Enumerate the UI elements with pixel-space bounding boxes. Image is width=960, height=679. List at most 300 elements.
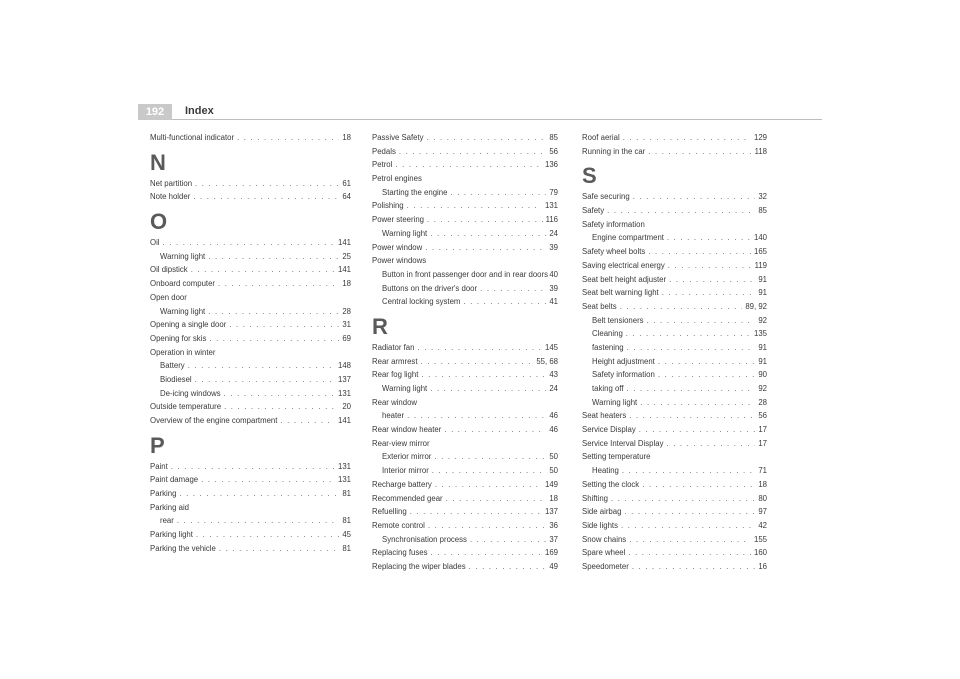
index-term: Biodiesel xyxy=(160,374,192,384)
index-entry xyxy=(582,259,767,273)
dot-leader xyxy=(622,464,755,478)
index-term: Rear fog light xyxy=(372,370,419,380)
index-entry xyxy=(582,286,767,300)
index-term: Safety information xyxy=(592,370,655,380)
index-column-1 xyxy=(150,131,351,556)
index-page-ref: 92 xyxy=(758,384,767,393)
index-page-ref: 91 xyxy=(758,356,767,366)
index-term: Recharge battery xyxy=(372,479,432,489)
dot-leader xyxy=(450,186,546,200)
dot-leader xyxy=(430,382,546,396)
index-term: Heating xyxy=(592,466,619,476)
dot-leader xyxy=(632,560,756,574)
dot-leader xyxy=(623,131,751,145)
index-page-ref: 17 xyxy=(758,438,767,448)
index-term: Radiator fan xyxy=(372,342,415,352)
index-entry xyxy=(582,519,767,533)
index-page-ref: 71 xyxy=(758,466,767,476)
dot-leader xyxy=(658,368,755,382)
index-term: Starting the engine xyxy=(382,187,448,197)
dot-leader xyxy=(647,314,756,328)
index-page-ref: 131 xyxy=(544,201,558,211)
index-entry xyxy=(372,355,558,369)
index-page-ref: 91 xyxy=(758,274,767,284)
index-section-letter: P xyxy=(150,432,165,458)
dot-leader xyxy=(628,546,751,560)
index-page-ref: 141 xyxy=(337,265,351,275)
header-divider xyxy=(172,119,822,120)
index-term: Height adjustment xyxy=(592,356,655,366)
index-entry xyxy=(150,190,351,204)
index-entry xyxy=(582,492,767,506)
index-term: Rear-view mirror xyxy=(372,438,430,448)
index-term: Refuelling xyxy=(372,507,407,517)
index-term: Power window xyxy=(372,242,423,252)
index-page-ref: 80 xyxy=(758,493,767,503)
index-entry xyxy=(150,177,351,191)
index-term: Net partition xyxy=(150,178,193,188)
index-term: Replacing fuses xyxy=(372,548,428,558)
index-column-3 xyxy=(582,131,767,574)
dot-leader xyxy=(629,533,751,547)
index-term: Setting temperature xyxy=(582,452,651,462)
index-subentry xyxy=(582,368,767,382)
index-term: Parking the vehicle xyxy=(150,543,216,553)
dot-leader xyxy=(410,505,542,519)
index-term: Passive Safety xyxy=(372,133,424,142)
index-term: Buttons on the driver's door xyxy=(382,283,478,293)
index-entry xyxy=(372,560,558,574)
dot-leader xyxy=(417,341,542,355)
index-page-ref: 160 xyxy=(753,548,767,558)
index-term: Shifting xyxy=(582,493,609,503)
index-term: Seat belt height adjuster xyxy=(582,274,667,284)
index-entry xyxy=(150,460,351,474)
index-page-ref: 37 xyxy=(549,534,558,544)
index-entry xyxy=(372,213,558,227)
dot-leader xyxy=(219,542,339,556)
index-term: Parking light xyxy=(150,530,193,540)
index-term: Opening for skis xyxy=(150,333,207,343)
index-subentry xyxy=(582,314,767,328)
index-page-ref: 118 xyxy=(754,146,767,156)
index-subentry xyxy=(372,295,558,309)
index-term: Opening a single door xyxy=(150,320,227,330)
index-term: Seat heaters xyxy=(582,411,627,421)
index-section-letter: O xyxy=(150,209,168,235)
index-term: Note holder xyxy=(150,192,191,202)
index-entry xyxy=(372,546,558,560)
index-entry xyxy=(582,533,767,547)
dot-leader xyxy=(642,478,755,492)
dot-leader xyxy=(430,546,542,560)
dot-leader xyxy=(229,318,339,332)
index-page-ref: 131 xyxy=(337,461,351,471)
index-entry xyxy=(150,528,351,542)
index-entry xyxy=(582,273,767,287)
dot-leader xyxy=(432,464,547,478)
index-term: heater xyxy=(382,411,405,421)
index-entry xyxy=(372,519,558,533)
page-header xyxy=(138,104,822,120)
index-page-ref: 64 xyxy=(342,192,351,202)
dot-leader xyxy=(188,359,335,373)
index-entry xyxy=(372,505,558,519)
index-term: Cleaning xyxy=(592,329,623,339)
index-page-ref: 145 xyxy=(544,342,558,352)
index-page-ref: 41 xyxy=(549,297,558,307)
index-entry xyxy=(372,199,558,213)
index-section-letter: N xyxy=(150,149,166,175)
index-entry xyxy=(150,263,351,277)
index-entry xyxy=(582,131,767,145)
index-term: Warning light xyxy=(160,251,206,261)
index-subentry xyxy=(150,305,351,319)
index-page-ref: 149 xyxy=(544,479,558,489)
dot-leader xyxy=(224,400,339,414)
index-page-ref: 165 xyxy=(753,247,767,257)
index-page-ref: 85 xyxy=(758,206,767,216)
index-term: Seat belt warning light xyxy=(582,288,659,298)
dot-leader xyxy=(627,382,756,396)
index-entry xyxy=(150,414,351,428)
index-term: Warning light xyxy=(160,306,206,316)
index-page-ref: 18 xyxy=(342,279,351,289)
index-entry xyxy=(582,300,767,314)
index-subentry xyxy=(372,186,558,200)
dot-leader xyxy=(407,409,546,423)
index-heading-entry xyxy=(372,254,558,268)
index-entry xyxy=(582,437,767,451)
index-subentry xyxy=(150,514,351,528)
index-term: Safety xyxy=(582,206,605,216)
index-page-ref: 28 xyxy=(758,397,767,407)
index-term: Side airbag xyxy=(582,507,622,517)
dot-leader xyxy=(191,263,335,277)
index-term: Exterior mirror xyxy=(382,452,432,462)
index-page-ref: 169 xyxy=(544,548,558,558)
index-page-ref: 135 xyxy=(753,329,767,339)
index-term: Multi-functional indicator xyxy=(150,133,235,142)
index-term: Parking aid xyxy=(150,502,190,512)
index-page-ref: 141 xyxy=(337,416,351,425)
index-entry xyxy=(150,473,351,487)
index-entry xyxy=(372,478,558,492)
index-term: rear xyxy=(160,516,174,526)
dot-leader xyxy=(171,460,335,474)
index-entry xyxy=(150,318,351,332)
index-term: Snow chains xyxy=(582,534,627,544)
index-entry xyxy=(372,368,558,382)
dot-leader xyxy=(648,245,751,259)
index-page-ref: 32 xyxy=(758,192,767,202)
page-title: Index xyxy=(185,105,214,117)
index-term: Spare wheel xyxy=(582,548,626,558)
index-page-ref: 55, 68 xyxy=(536,356,558,366)
index-entry xyxy=(582,409,767,423)
dot-leader xyxy=(662,286,756,300)
index-subentry xyxy=(582,231,767,245)
index-page-ref: 137 xyxy=(337,374,351,384)
dot-leader xyxy=(621,519,755,533)
index-term: Outside temperature xyxy=(150,402,222,412)
index-term: Open door xyxy=(150,292,187,302)
dot-leader xyxy=(633,190,756,204)
dot-leader xyxy=(446,492,547,506)
dot-leader xyxy=(427,131,547,145)
index-page-ref: 81 xyxy=(342,543,351,553)
index-heading-entry xyxy=(372,172,558,186)
dot-leader xyxy=(196,528,339,542)
index-term: Saving electrical energy xyxy=(582,260,665,270)
index-page-ref: 16 xyxy=(758,561,767,571)
dot-leader xyxy=(620,300,743,314)
index-entry xyxy=(582,245,767,259)
dot-leader xyxy=(395,158,542,172)
index-subentry xyxy=(372,268,558,282)
index-page-ref: 155 xyxy=(753,534,767,544)
dot-leader xyxy=(421,355,534,369)
index-term: Safety information xyxy=(582,219,645,229)
index-term: Roof aerial xyxy=(582,133,620,142)
index-page-ref: 24 xyxy=(549,384,558,393)
index-entry xyxy=(582,423,767,437)
dot-leader xyxy=(208,305,339,319)
dot-leader xyxy=(667,231,751,245)
index-term: Setting the clock xyxy=(582,479,640,489)
index-page-ref: 25 xyxy=(342,251,351,261)
index-subentry xyxy=(582,341,767,355)
index-term: Rear armrest xyxy=(372,356,418,366)
index-entry xyxy=(372,131,558,145)
dot-leader xyxy=(444,423,546,437)
index-page-ref: 131 xyxy=(337,475,351,485)
index-term: Synchronisation process xyxy=(382,534,467,544)
index-subentry xyxy=(372,533,558,547)
index-subentry xyxy=(372,382,558,396)
index-entry xyxy=(372,423,558,437)
dot-leader xyxy=(209,332,339,346)
index-page-ref: 90 xyxy=(758,370,767,380)
index-term: Warning light xyxy=(382,384,428,393)
index-entry xyxy=(150,131,351,145)
index-page-ref: 18 xyxy=(758,479,767,489)
index-column-2 xyxy=(372,131,558,574)
index-page-ref: 18 xyxy=(342,133,351,142)
dot-leader xyxy=(407,199,542,213)
index-term: Seat belts xyxy=(582,301,617,311)
dot-leader xyxy=(237,131,339,145)
index-entry xyxy=(372,341,558,355)
dot-leader xyxy=(629,409,755,423)
index-term: Paint damage xyxy=(150,475,199,485)
index-subentry xyxy=(372,282,558,296)
index-entry xyxy=(582,204,767,218)
index-page-ref: 137 xyxy=(544,507,558,517)
index-page-ref: 42 xyxy=(758,520,767,530)
index-term: Warning light xyxy=(382,228,428,238)
index-entry xyxy=(150,487,351,501)
dot-leader xyxy=(470,533,546,547)
index-page-ref: 89, 92 xyxy=(745,301,767,311)
index-term: Petrol xyxy=(372,160,393,170)
index-entry xyxy=(372,492,558,506)
index-page-ref: 43 xyxy=(549,370,558,380)
index-term: Running in the car xyxy=(582,146,646,156)
dot-leader xyxy=(201,473,335,487)
index-subentry xyxy=(150,250,351,264)
index-page-ref: 46 xyxy=(549,411,558,421)
dot-leader xyxy=(469,560,547,574)
index-term: Overview of the engine compartment xyxy=(150,416,278,425)
index-section-letter: R xyxy=(372,313,388,339)
index-page-ref: 24 xyxy=(549,228,558,238)
index-term: Parking xyxy=(150,489,177,499)
index-page-ref: 18 xyxy=(549,493,558,503)
dot-leader xyxy=(648,145,751,159)
index-entry xyxy=(150,332,351,346)
index-page-ref: 81 xyxy=(342,489,351,499)
index-term: taking off xyxy=(592,384,624,393)
dot-leader xyxy=(428,519,546,533)
dot-leader xyxy=(280,414,335,428)
dot-leader xyxy=(639,423,756,437)
index-page-ref: 141 xyxy=(337,238,351,248)
index-page-ref: 39 xyxy=(549,242,558,252)
index-page-ref: 129 xyxy=(753,133,767,142)
index-page-ref: 17 xyxy=(758,425,767,435)
index-heading-entry xyxy=(372,437,558,451)
dot-leader xyxy=(425,241,546,255)
dot-leader xyxy=(224,387,335,401)
dot-leader xyxy=(668,259,752,273)
index-entry xyxy=(582,190,767,204)
index-page-ref: 92 xyxy=(758,315,767,325)
index-heading-entry xyxy=(150,501,351,515)
index-page-ref: 46 xyxy=(549,425,558,435)
index-page-ref: 50 xyxy=(549,466,558,476)
index-term: Speedometer xyxy=(582,561,629,571)
index-term: Remote control xyxy=(372,520,425,530)
index-page-ref: 91 xyxy=(758,288,767,298)
index-entry xyxy=(372,145,558,159)
index-page-ref: 119 xyxy=(754,260,767,270)
index-term: Belt tensioners xyxy=(592,315,644,325)
dot-leader xyxy=(179,487,339,501)
dot-leader xyxy=(434,450,546,464)
index-page-ref: 140 xyxy=(753,233,767,243)
index-page-ref: 85 xyxy=(549,133,558,142)
dot-leader xyxy=(435,478,542,492)
index-page-ref: 61 xyxy=(342,178,351,188)
index-page-ref: 69 xyxy=(342,333,351,343)
index-term: Side lights xyxy=(582,520,618,530)
index-page-ref: 136 xyxy=(544,160,558,170)
dot-leader xyxy=(399,145,546,159)
index-entry xyxy=(582,546,767,560)
index-term: Operation in winter xyxy=(150,347,216,357)
index-term: Paint xyxy=(150,461,168,471)
index-entry xyxy=(150,400,351,414)
index-entry xyxy=(372,241,558,255)
dot-leader xyxy=(430,227,546,241)
dot-leader xyxy=(177,514,339,528)
index-term: Service Display xyxy=(582,425,636,435)
dot-leader xyxy=(427,213,543,227)
index-page-ref: 36 xyxy=(549,520,558,530)
dot-leader xyxy=(626,327,751,341)
index-entry xyxy=(582,560,767,574)
dot-leader xyxy=(627,341,756,355)
dot-leader xyxy=(669,273,755,287)
index-term: Rear window xyxy=(372,397,418,407)
index-page-ref: 56 xyxy=(549,146,558,156)
index-term: Polishing xyxy=(372,201,404,211)
dot-leader xyxy=(480,282,546,296)
dot-leader xyxy=(666,437,755,451)
index-heading-entry xyxy=(582,218,767,232)
index-term: fastening xyxy=(592,342,624,352)
index-subentry xyxy=(372,409,558,423)
index-subentry xyxy=(372,450,558,464)
index-page-ref: 20 xyxy=(342,402,351,412)
dot-leader xyxy=(421,368,546,382)
index-term: Safe securing xyxy=(582,192,630,202)
index-term: Central locking system xyxy=(382,297,461,307)
index-subentry xyxy=(582,382,767,396)
index-page-ref: 28 xyxy=(342,306,351,316)
dot-leader xyxy=(195,373,335,387)
index-term: Safety wheel bolts xyxy=(582,247,646,257)
index-term: Engine compartment xyxy=(592,233,664,243)
dot-leader xyxy=(607,204,755,218)
index-page-ref: 31 xyxy=(342,320,351,330)
index-entry xyxy=(150,236,351,250)
index-entry xyxy=(150,277,351,291)
dot-leader xyxy=(193,190,339,204)
index-term: Replacing the wiper blades xyxy=(372,561,466,571)
index-term: Button in front passenger door and in rear doors xyxy=(382,269,549,279)
index-subentry xyxy=(150,387,351,401)
index-term: Recommended gear xyxy=(372,493,443,503)
dot-leader xyxy=(463,295,546,309)
index-subentry xyxy=(150,359,351,373)
index-page-ref: 50 xyxy=(549,452,558,462)
index-page-ref: 40 xyxy=(549,269,558,279)
index-heading-entry xyxy=(582,450,767,464)
index-page-ref: 91 xyxy=(758,342,767,352)
dot-leader xyxy=(208,250,339,264)
index-subentry xyxy=(372,227,558,241)
index-page-ref: 81 xyxy=(342,516,351,526)
index-page-ref: 45 xyxy=(342,530,351,540)
index-term: Onboard computer xyxy=(150,279,216,289)
dot-leader xyxy=(658,355,755,369)
dot-leader xyxy=(624,505,755,519)
index-term: Oil dipstick xyxy=(150,265,188,275)
dot-leader xyxy=(163,236,335,250)
index-entry xyxy=(372,158,558,172)
index-entry xyxy=(150,542,351,556)
index-page-ref: 116 xyxy=(545,215,558,225)
index-subentry xyxy=(582,355,767,369)
index-term: Service Interval Display xyxy=(582,438,664,448)
index-term: Power steering xyxy=(372,215,425,225)
index-term: Petrol engines xyxy=(372,174,422,184)
index-term: Warning light xyxy=(592,397,638,407)
dot-leader xyxy=(218,277,339,291)
dot-leader xyxy=(611,492,755,506)
